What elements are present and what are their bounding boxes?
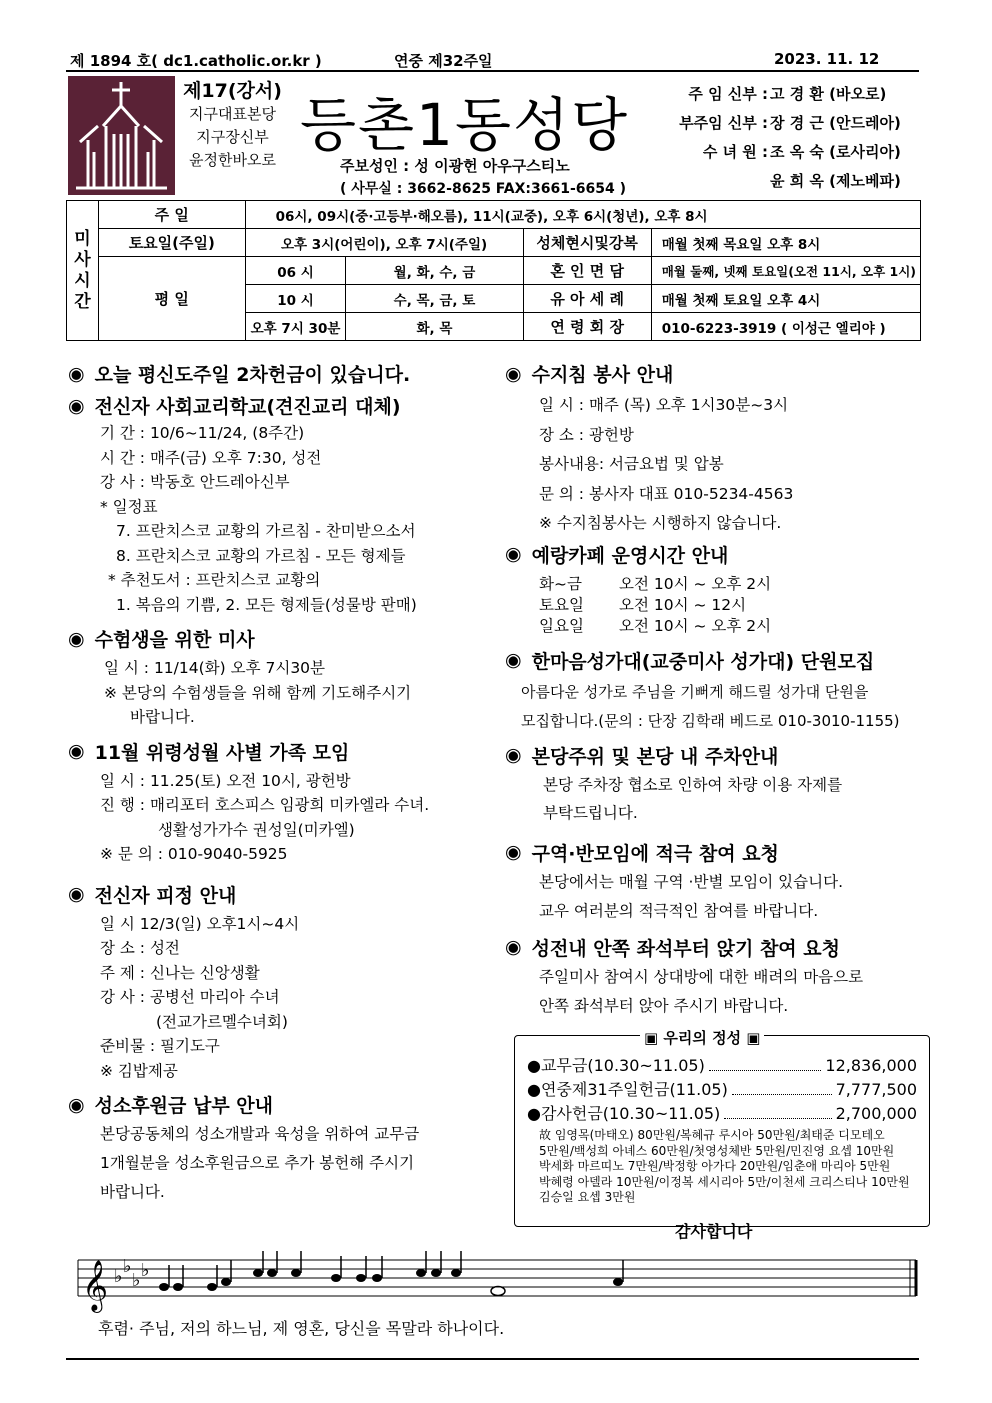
clergy-role: 수 녀 원 :: [702, 143, 768, 161]
table-row: [67, 229, 921, 257]
header-divider: [66, 70, 919, 72]
offering-amount: 12,836,000: [825, 1056, 917, 1075]
weekday-time: 10 시: [245, 285, 346, 313]
notice-line: 봉사내용: 서금요법 및 압봉: [539, 455, 724, 473]
notice-line: 본당에서는 매월 구역 ·반별 모임이 있습니다.: [539, 872, 844, 891]
info-label: 유 아 세 례: [523, 285, 651, 313]
circle-bullet-icon: ◉: [505, 744, 522, 766]
info-value: 매월 둘째, 넷째 토요일(오전 11시, 오후 1시): [651, 257, 920, 285]
district-role: 지구대표본당: [189, 105, 276, 123]
notice-line: 생활성가가수 권성일(미카엘): [158, 820, 355, 839]
notice-line: 7. 프란치스코 교황의 가르침 - 찬미받으소서: [116, 522, 416, 540]
district-priest-title: 지구장신부: [196, 128, 269, 146]
notice-title: 수험생을 위한 미사: [94, 629, 255, 651]
clergy-row: [668, 80, 918, 109]
notice-heading: [505, 647, 930, 674]
offering-row: [527, 1054, 917, 1078]
clergy-role: 주 임 신부 :: [688, 85, 768, 103]
bullet-dot-icon: ●: [527, 1104, 541, 1123]
offering-box: [514, 1035, 930, 1227]
offering-label: 교무금(10.30~11.05): [540, 1056, 705, 1075]
offering-label: 연중제31주일헌금(11.05): [540, 1080, 728, 1099]
issue-header: [66, 50, 919, 70]
notice-line: 일 시 : 매주 (목) 오후 1시30분~3시: [539, 396, 789, 414]
notice-line: 일 시 : 11.25(토) 오전 10시, 광헌방: [100, 771, 351, 790]
donor-line: 5만원/백성희 아녜스 60만원/첫영성체반 5만원/민진영 요셉 10만원: [539, 1143, 895, 1158]
weekday-days: 수, 목, 금, 토: [346, 285, 523, 313]
notice-line: 강 사 : 박동호 안드레아신부: [100, 473, 290, 491]
notice-line: 강 사 : 공병선 마리아 수녀: [100, 988, 280, 1006]
info-label: 연 령 회 장: [523, 313, 651, 341]
district-name: 제17(강서): [183, 80, 282, 102]
notice-line: 본당 주차장 협소로 인하여 차량 이용 자제를: [543, 775, 843, 794]
music-staff: [70, 1240, 920, 1320]
circle-bullet-icon: ◉: [68, 362, 85, 385]
notice-line: ※ 수지침봉사는 시행하지 않습니다.: [539, 514, 782, 532]
weekday-time: 06 시: [245, 257, 346, 285]
circle-bullet-icon: ◉: [505, 362, 522, 385]
circle-bullet-icon: ◉: [68, 394, 85, 417]
adoration-label: 성체현시및강복: [523, 229, 651, 257]
cafe-time: 오전 10시 ~ 오후 2시: [619, 616, 772, 635]
notice-title: 한마음성가대(교중미사 성가대) 단원모집: [531, 650, 875, 673]
cafe-hours: [505, 574, 930, 637]
offering-amount: 7,777,500: [835, 1080, 917, 1099]
info-value: 010-6223-3919 ( 이성근 엘리야 ): [651, 313, 920, 341]
notice-line: 본당공동체의 성소개발과 육성을 위하여 교무금: [100, 1125, 420, 1143]
donor-line: 故 임영목(마태오) 80만원/복혜규 루시아 50만원/최태준 디모테오: [539, 1128, 885, 1142]
info-label: 혼 인 면 담: [523, 257, 651, 285]
notice-line: 바랍니다.: [100, 1183, 165, 1201]
svg-text:♭: ♭: [141, 1260, 150, 1281]
clergy-row: [668, 167, 918, 196]
clergy-list: [668, 80, 918, 196]
dotted-leader: [732, 1078, 832, 1095]
info-value: 매월 첫째 토요일 오후 4시: [651, 285, 920, 313]
office-contact: ( 사무실 : 3662-8625 FAX:3661-6654 ): [340, 181, 627, 197]
sunday-label: 주 일: [98, 201, 245, 229]
notice-body: [68, 656, 498, 730]
notice-heading: [68, 392, 498, 419]
offering-title: ▣ 우리의 정성 ▣: [640, 1027, 764, 1048]
bullet-dot-icon: ●: [527, 1056, 541, 1075]
notice-line: 모집합니다.(문의 : 단장 김학래 베드로 010-3010-1155): [521, 711, 900, 730]
mass-schedule-table: [66, 200, 921, 341]
notice-title: 오늘 평신도주일 2차헌금이 있습니다.: [94, 364, 411, 386]
svg-text:♭: ♭: [123, 1256, 132, 1277]
church-title: 등촌1동성당: [300, 91, 630, 159]
svg-text:𝄞: 𝄞: [82, 1260, 109, 1311]
donor-list: [527, 1128, 917, 1206]
clergy-name: 고 경 환 (바오로): [770, 85, 887, 103]
church-icon: [68, 76, 175, 195]
cafe-hours-row: [539, 595, 930, 616]
notice-line: * 일정표: [100, 497, 158, 516]
footer-divider: [66, 1358, 919, 1360]
offering-row: [527, 1102, 917, 1126]
clergy-name: 조 옥 숙 (로사리아): [770, 143, 901, 161]
side-label-text: 미사시간: [74, 228, 91, 312]
notice-title: 예랑카페 운영시간 안내: [531, 544, 729, 567]
notice-line: 진 행 : 매리포터 호스피스 임광희 미카엘라 수녀.: [100, 796, 430, 814]
notice-line: 1. 복음의 기쁨, 2. 모든 형제들(성물방 판매): [116, 595, 417, 614]
clergy-name: 윤 희 옥 (제노베파): [770, 172, 901, 190]
notice-line: 문 의 : 봉사자 대표 010-5234-4563: [539, 484, 794, 503]
offering-amount: 2,700,000: [835, 1104, 917, 1123]
svg-text:♭: ♭: [114, 1266, 123, 1287]
clergy-row: [668, 138, 918, 167]
cafe-time: 오전 10시 ~ 12시: [619, 595, 747, 614]
notice-body: [68, 912, 498, 1084]
clergy-role: 부주임 신부 :: [679, 114, 768, 132]
notice-line: 기 간 : 10/6~11/24, (8주간): [100, 424, 305, 442]
left-column: [68, 360, 498, 1207]
music-notation-icon: [70, 1240, 920, 1320]
weekday-time: 오후 7시 30분: [245, 313, 346, 341]
table-row: [67, 257, 921, 285]
notice-line: 주 제 : 신나는 신앙생활: [100, 963, 260, 982]
notice-title: 본당주위 및 본당 내 주차안내: [531, 745, 779, 768]
antiphon-lyrics: 후렴· 주님, 저의 하느님, 제 영혼, 당신을 목말라 하나이다.: [98, 1319, 505, 1338]
donor-line: 김승일 요셉 3만원: [539, 1190, 636, 1204]
notice-heading: [505, 934, 930, 961]
notice-body: [68, 421, 498, 617]
notice-line: 시 간 : 매주(금) 오후 7:30, 성전: [100, 448, 322, 467]
dotted-leader: [709, 1054, 822, 1071]
sunday-times: 06시, 09시(중·고등부·해오름), 11시(교중), 오후 6시(청년), 오후 8시: [245, 201, 920, 229]
issue-number: 제 1894 호( dc1.catholic.or.kr ): [70, 52, 322, 70]
notice-body: [505, 391, 930, 539]
circle-bullet-icon: ◉: [68, 883, 85, 905]
saturday-label: 토요일(주일): [98, 229, 245, 257]
offering-row: [527, 1078, 917, 1102]
liturgical-week: 연중 제32주일: [394, 52, 493, 70]
issue-date: 2023. 11. 12: [774, 50, 880, 68]
cafe-time: 오전 10시 ~ 오후 2시: [619, 574, 772, 593]
notice-body: [505, 963, 930, 1021]
notice-line: 일 시 : 11/14(화) 오후 7시30분: [104, 659, 326, 677]
saturday-times: 오후 3시(어린이), 오후 7시(주일): [245, 229, 523, 257]
adoration-value: 매월 첫째 목요일 오후 8시: [651, 229, 920, 257]
notice-line: 장 소 : 광헌방: [539, 425, 634, 444]
notice-line: ※ 문 의 : 010-9040-5925: [100, 845, 288, 863]
notice-line: 바랍니다.: [130, 708, 195, 726]
right-column: [505, 360, 930, 1021]
notice-body: [505, 678, 930, 736]
clergy-row: [668, 109, 918, 138]
donor-line: 박혜령 아델라 10만원/이정복 세시리아 5만/이천세 크리스티나 10만원: [539, 1174, 910, 1189]
thanks-text: 감사합니다: [675, 1222, 753, 1241]
notice-body: [68, 1120, 498, 1207]
notice-title: 구역·반모임에 적극 참여 요청: [531, 842, 779, 865]
offering-label: 감사헌금(10.30~11.05): [540, 1104, 721, 1123]
cafe-day: 토요일: [539, 595, 584, 614]
notice-heading: [68, 738, 498, 765]
weekday-days: 화, 목: [346, 313, 523, 341]
notice-line: * 추천도서 : 프란치스코 교황의: [108, 571, 321, 589]
circle-bullet-icon: ◉: [68, 627, 85, 650]
circle-bullet-icon: ◉: [68, 740, 85, 762]
circle-bullet-icon: ◉: [505, 543, 522, 565]
notice-line: 준비물 : 필기도구: [100, 1037, 220, 1055]
notice-heading: [505, 360, 930, 387]
district-priest-name: 윤정한바오로: [189, 151, 276, 169]
notice-body: [505, 771, 930, 827]
circle-bullet-icon: ◉: [68, 1093, 85, 1116]
notice-heading: [505, 541, 930, 568]
cafe-hours-row: [539, 616, 930, 637]
cafe-hours-row: [539, 574, 930, 595]
notice-heading: [68, 881, 498, 908]
mass-time-side-label: [67, 201, 99, 341]
notice-heading: [68, 625, 498, 652]
cafe-day: 화~금: [539, 574, 582, 593]
notice-line: 일 시 12/3(일) 오후1시~4시: [100, 914, 300, 933]
weekday-label: 평 일: [98, 257, 245, 341]
circle-bullet-icon: ◉: [505, 841, 522, 863]
notice-heading: [505, 742, 930, 769]
donor-line: 박세화 마르띠노 7만원/박정항 아가다 20만원/임춘애 마리아 5만원: [539, 1159, 891, 1173]
circle-bullet-icon: ◉: [505, 936, 522, 958]
weekday-days: 월, 화, 수, 금: [346, 257, 523, 285]
notice-line: 교우 여러분의 적극적인 참여를 바랍니다.: [539, 901, 819, 920]
clergy-role: [668, 167, 768, 196]
notice-line: 8. 프란치스코 교황의 가르침 - 모든 형제들: [116, 546, 406, 565]
notice-title: 11월 위령성월 사별 가족 모임: [94, 741, 350, 764]
notice-line: 주일미사 참여시 상대방에 대한 배려의 마음으로: [539, 967, 864, 986]
svg-text:♭: ♭: [132, 1270, 141, 1291]
offering-list: [527, 1054, 917, 1206]
notice-body: [68, 769, 498, 867]
notice-line: (전교가르멜수녀회): [156, 1012, 288, 1031]
notice-line: ※ 본당의 수험생들을 위해 함께 기도해주시기: [104, 683, 412, 702]
bullet-dot-icon: ●: [527, 1080, 541, 1099]
notice-line: 장 소 : 성전: [100, 939, 180, 957]
notice-title: 전신자 피정 안내: [94, 884, 237, 907]
notice-title: 성전내 안쪽 좌석부터 앉기 참여 요청: [531, 937, 840, 960]
parish-district-info: [180, 80, 285, 172]
notice-heading: [505, 839, 930, 866]
notice-line: 아름다운 성가로 주님을 기뻐게 해드릴 성가대 단원을: [521, 682, 869, 701]
notice-line: 부탁드립니다.: [543, 803, 638, 822]
circle-bullet-icon: ◉: [505, 649, 522, 671]
clergy-name: 장 경 근 (안드레아): [770, 114, 901, 132]
notice-title: 성소후원금 납부 안내: [94, 1095, 274, 1117]
notice-title: 수지침 봉사 안내: [531, 364, 674, 386]
notice-line: 1개월분을 성소후원금으로 추가 봉헌해 주시기: [100, 1154, 415, 1172]
church-logo: [68, 76, 175, 195]
notice-body: [505, 868, 930, 926]
cafe-day: 일요일: [539, 616, 584, 635]
notice-heading: [68, 1091, 498, 1118]
patron-saint: 주보성인 : 성 이광헌 아우구스티노: [340, 157, 570, 175]
notice-heading: [68, 360, 498, 387]
dotted-leader: [724, 1102, 831, 1119]
notice-line: 안쪽 좌석부터 앉아 주시기 바랍니다.: [539, 996, 789, 1015]
notice-line: ※ 김밥제공: [100, 1061, 178, 1080]
notice-title: 전신자 사회교리학교(견진교리 대체): [94, 396, 401, 418]
table-row: [67, 201, 921, 229]
